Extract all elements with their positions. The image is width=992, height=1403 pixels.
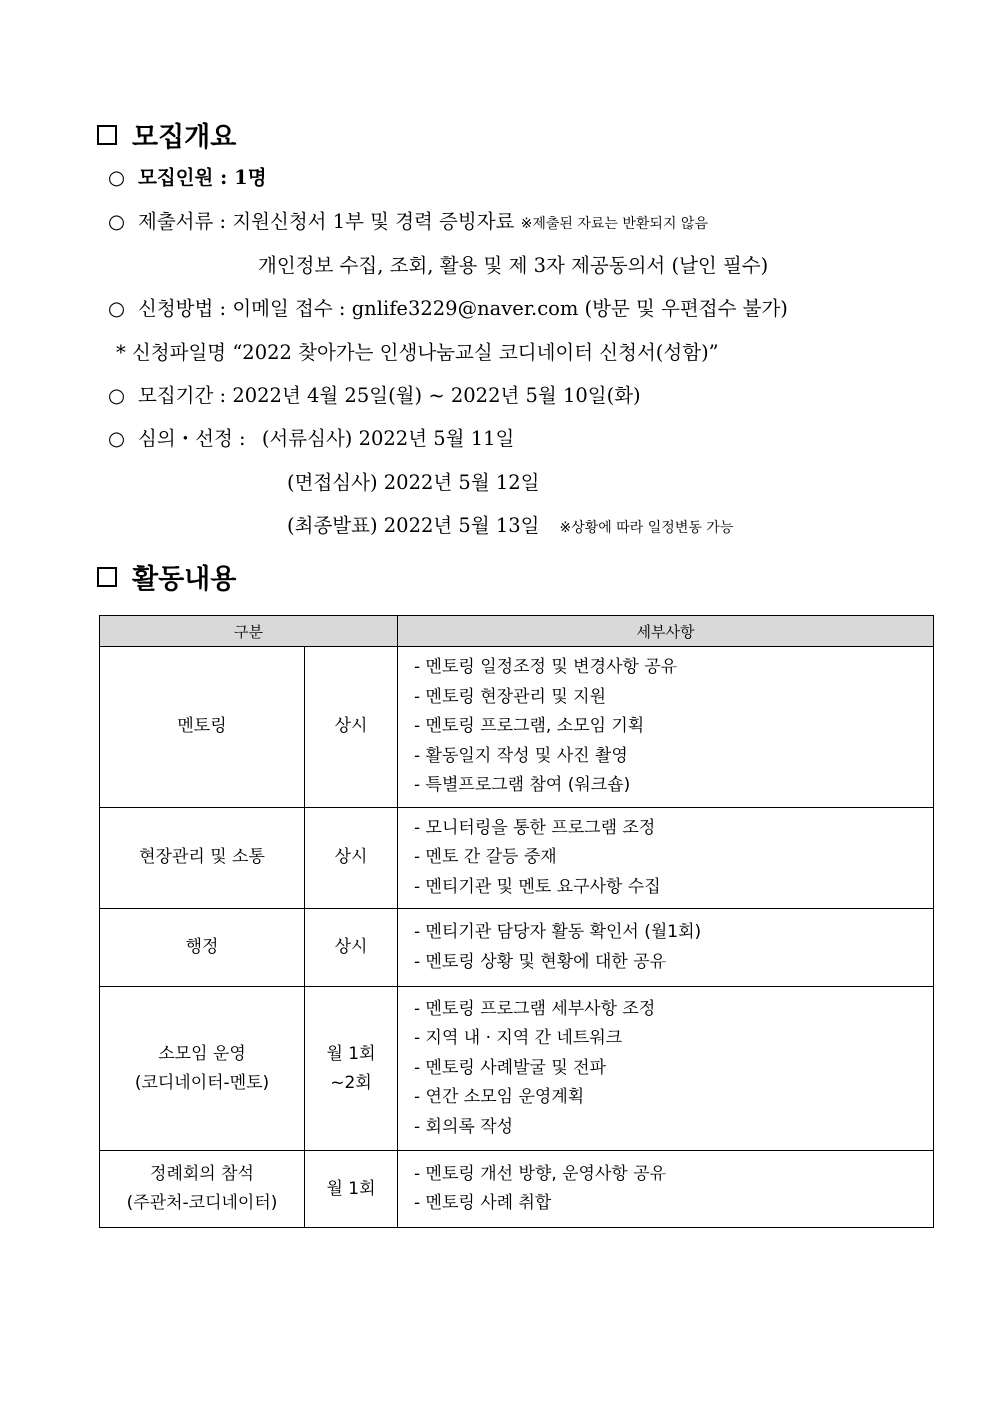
table-row <box>100 807 934 909</box>
detail-item: - 지역 내 · 지역 간 네트워크 <box>414 1028 623 1049</box>
detail-item: - 멘토링 일정조정 및 변경사항 공유 <box>414 657 678 677</box>
row-frequency: 상시 <box>305 647 398 808</box>
detail-item: - 멘토링 상황 및 현황에 대한 공유 <box>414 951 667 972</box>
period-line <box>108 382 641 410</box>
row-category: 현장관리 및 소통 <box>100 807 305 909</box>
review-label: 심의・선정 : <box>138 427 252 450</box>
row-details <box>398 1151 934 1228</box>
table-row <box>100 1151 934 1228</box>
header-category: 구분 <box>100 616 398 647</box>
category-line-1: 정례회의 참석 <box>150 1164 254 1184</box>
checkbox-square-icon <box>97 567 117 587</box>
review-note: ※상황에 따라 일정변동 가능 <box>559 520 734 536</box>
row-details <box>398 647 934 808</box>
detail-item: - 특별프로그램 참여 (워크숍) <box>414 775 631 795</box>
section-title-text: 활동내용 <box>132 564 237 595</box>
row-details <box>398 987 934 1151</box>
circle-bullet-icon: ○ <box>108 384 126 407</box>
review-interview-line <box>287 469 540 497</box>
detail-item: - 연간 소모임 운영계획 <box>414 1087 585 1108</box>
category-line-1: 소모임 운영 <box>158 1043 246 1064</box>
detail-item: - 멘토링 프로그램, 소모임 기획 <box>414 716 645 736</box>
review-interview: (면접심사) 2022년 5월 12일 <box>287 471 540 494</box>
detail-item: - 멘토링 사례 취합 <box>414 1193 552 1213</box>
activity-table <box>99 615 934 1228</box>
section-title-text: 모집개요 <box>132 122 237 153</box>
detail-item: - 모니터링을 통한 프로그램 조정 <box>414 817 656 838</box>
circle-bullet-icon: ○ <box>108 427 126 450</box>
row-category: 멘토링 <box>100 647 305 808</box>
review-final-line <box>287 512 733 542</box>
checkbox-square-icon <box>97 125 117 145</box>
detail-item: - 멘토 간 갈등 중재 <box>414 847 557 867</box>
section-title-activities <box>97 557 236 596</box>
table-row <box>100 647 934 808</box>
method-suffix: (방문 및 우편접수 불가) <box>578 297 788 320</box>
circle-bullet-icon: ○ <box>108 166 126 189</box>
filename-text: * 신청파일명 “2022 찾아가는 인생나눔교실 코디네이터 신청서(성함)” <box>116 341 719 364</box>
documents-text-2: 개인정보 수집, 조회, 활용 및 제 3자 제공동의서 (날인 필수) <box>258 254 769 277</box>
recruit-count-text: 모집인원 : 1명 <box>138 166 267 189</box>
row-category <box>100 987 305 1151</box>
documents-label: 제출서류 : <box>138 210 233 233</box>
frequency-line-1: 월 1회 <box>326 1043 376 1064</box>
documents-text: 지원신청서 1부 및 경력 증빙자료 <box>232 210 521 233</box>
row-frequency: 상시 <box>305 807 398 909</box>
detail-item: - 멘토링 개선 방향, 운영사항 공유 <box>414 1163 667 1184</box>
period-text: 모집기간 : 2022년 4월 25일(월) ~ 2022년 5월 10일(화) <box>138 384 641 407</box>
category-line-2: (주관처-코디네이터) <box>126 1193 278 1213</box>
documents-line <box>108 208 708 238</box>
row-details <box>398 807 934 909</box>
table-header-row <box>100 616 934 647</box>
row-frequency: 월 1회 <box>305 1151 398 1228</box>
email-address: gnlife3229@naver.com <box>351 297 579 320</box>
review-doc: (서류심사) 2022년 5월 11일 <box>261 427 515 450</box>
table-row <box>100 909 934 987</box>
row-frequency <box>305 987 398 1151</box>
row-details <box>398 909 934 987</box>
circle-bullet-icon: ○ <box>108 210 126 233</box>
detail-item: - 회의록 작성 <box>414 1116 514 1137</box>
documents-line-2 <box>258 252 768 280</box>
detail-item: - 멘토링 프로그램 세부사항 조정 <box>414 998 656 1019</box>
row-category: 행정 <box>100 909 305 987</box>
review-final: (최종발표) 2022년 5월 13일 <box>287 514 540 537</box>
detail-item: - 멘토링 현장관리 및 지원 <box>414 686 606 707</box>
method-label: 신청방법 : <box>138 297 233 320</box>
filename-line <box>116 339 719 367</box>
recruit-count-line <box>108 164 267 192</box>
category-line-2: (코디네이터-멘토) <box>134 1072 270 1093</box>
detail-item: - 활동일지 작성 및 사진 촬영 <box>414 745 628 766</box>
circle-bullet-icon: ○ <box>108 297 126 320</box>
detail-item: - 멘토링 사례발굴 및 전파 <box>414 1057 606 1078</box>
frequency-line-2: ~2회 <box>330 1072 372 1093</box>
detail-item: - 멘티기관 담당자 활동 확인서 (월1회) <box>414 922 702 942</box>
method-line <box>108 295 788 323</box>
header-details: 세부사항 <box>398 616 934 647</box>
row-frequency: 상시 <box>305 909 398 987</box>
detail-item: - 멘티기관 및 멘토 요구사항 수집 <box>414 876 661 897</box>
documents-note: ※제출된 자료는 반환되지 않음 <box>520 216 708 232</box>
method-text: 이메일 접수 : <box>232 297 352 320</box>
review-line <box>108 425 514 453</box>
table-row <box>100 987 934 1151</box>
section-title-recruitment <box>97 115 236 154</box>
row-category <box>100 1151 305 1228</box>
